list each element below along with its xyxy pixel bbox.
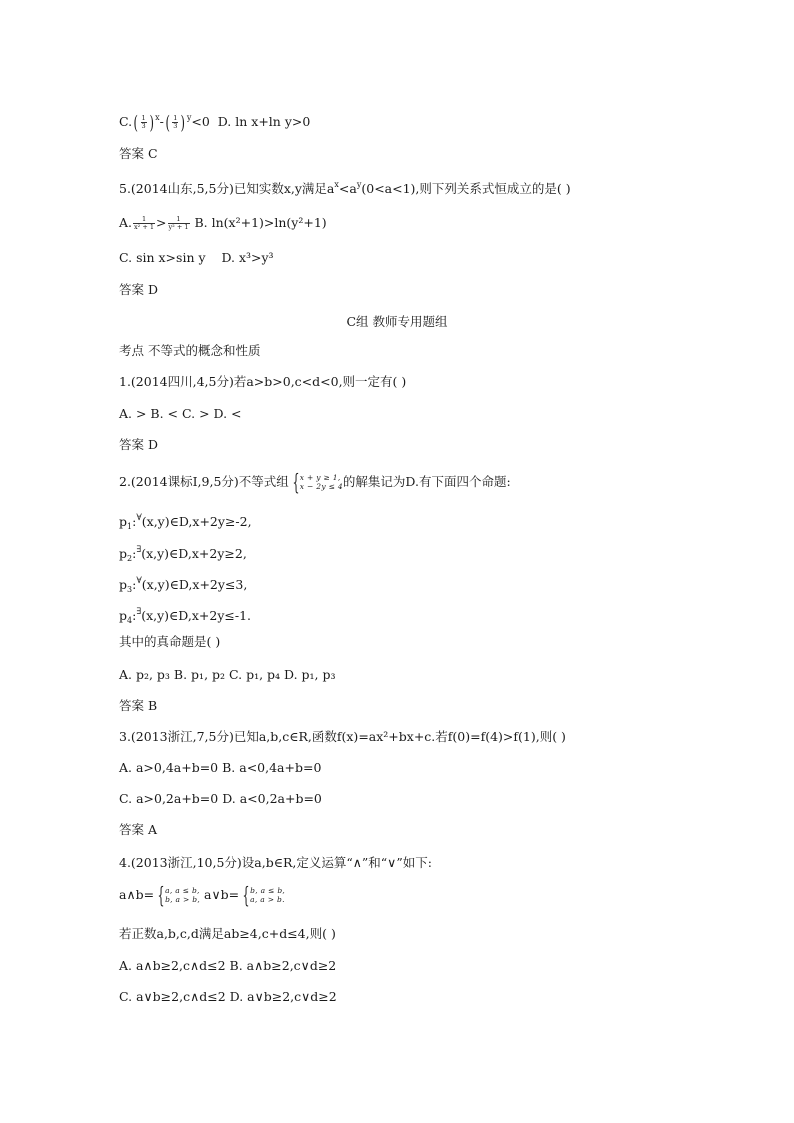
option-c-prev: C.( $\frac{1}{3}$ )$^x$-( $\frac{1}{3}$ )$^y$<0 D. ln x+ln y>0 (119, 112, 311, 134)
proposition-p2: $p_2:^\exists(x,y)\in D,x+2y\ge 2$, (119, 545, 247, 563)
option-b: B. ln(x²+1)>ln(y²+1) (194, 215, 327, 230)
proposition-p1: $p_1:^\forall(x,y)\in D,x+2y\ge-2$, (119, 513, 252, 531)
question-2-stem: 2.(2014课标Ⅰ,9,5分)不等式组 { x + y ≥ 1, x − 2y ≤ 4 的解集记为D.有下面四个命题: (119, 471, 511, 496)
exists-symbol: ∃ (136, 607, 142, 617)
inequality-system: x + y ≥ 1, x − 2y ≤ 4 (299, 473, 343, 491)
question-5-options-ab: A. $\frac{1}{\text{x² + 1}}$ > $\frac{1}{\text{y² + 1}}$ B. ln(x²+1)>ln(y²+1) (119, 215, 327, 231)
answer-line: 答案 D (119, 437, 158, 452)
proposition-p4: $p_4:^\exists(x,y)\in D,x+2y\le-1$. (119, 607, 252, 625)
question-2-options: A. p₂, p₃ B. p₁, p₂ C. p₁, p₄ D. p₁, p₃ (119, 667, 336, 682)
answer-line: 答案 A (119, 822, 158, 837)
exists-symbol: ∃ (136, 545, 142, 555)
question-1-options: A. > B. < C. > D. < (119, 406, 242, 421)
question-3-stem: 3.(2013浙江,7,5分)已知a,b,c∈R,函数f(x)=ax²+bx+c.若f(0)=f(4)>f(1),则( ) (119, 729, 566, 744)
question-5-options-cd: C. sin x>sin y D. x³>y³ (119, 250, 274, 265)
forall-symbol: ∀ (136, 513, 142, 523)
question-2-prompt: 其中的真命题是( ) (119, 634, 221, 649)
question-4-stem: 4.(2013浙江,10,5分)设a,b∈R,定义运算“∧”和“∨”如下: (119, 855, 432, 870)
question-4-options-cd: C. a∨b≥2,c∧d≤2 D. a∨b≥2,c∨d≥2 (119, 989, 337, 1004)
question-3-options-ab: A. a>0,4a+b=0 B. a<0,4a+b=0 (119, 760, 322, 775)
fraction: $\frac{1}{3}$ (173, 114, 178, 130)
kaodian-heading: 考点 不等式的概念和性质 (119, 343, 261, 358)
question-1-stem: 1.(2014四川,4,5分)若a>b>0,c<d<0,则一定有( ) (119, 374, 407, 389)
forall-symbol: ∀ (136, 576, 142, 586)
question-4-condition: 若正数a,b,c,d满足ab≥4,c+d≤4,则( ) (119, 926, 336, 941)
answer-line: 答案 C (119, 146, 158, 161)
proposition-p3: $p_3:^\forall(x,y)\in D,x+2y\le 3$, (119, 576, 248, 594)
fraction: $\frac{1}{\text{x² + 1}}$ (134, 215, 155, 231)
section-title: C组 教师专用题组 (346, 314, 448, 329)
and-definition: a, a ≤ b, b, a > b, (165, 886, 201, 904)
option-d: D. ln x+ln y>0 (217, 114, 311, 129)
question-3-options-cd: C. a>0,2a+b=0 D. a<0,2a+b=0 (119, 791, 322, 806)
question-5-stem: 5.(2014山东,5,5分)已知实数x,y满足$a^x<a^y(0<a<1)$,则下列关系式恒成立的是( ) (119, 180, 571, 196)
operation-definitions: a∧b= { a, a ≤ b, b, a > b, a∨b= { b, a ≤ b, a, a > b. (119, 884, 286, 909)
option-label: C. (119, 114, 133, 129)
fraction: $\frac{1}{3}$ (141, 114, 146, 130)
answer-line: 答案 B (119, 698, 158, 713)
fraction: $\frac{1}{\text{y² + 1}}$ (168, 215, 189, 231)
or-definition: b, a ≤ b, a, a > b. (250, 886, 286, 904)
question-4-options-ab: A. a∧b≥2,c∧d≤2 B. a∧b≥2,c∨d≥2 (119, 958, 337, 973)
answer-line: 答案 D (119, 282, 158, 297)
